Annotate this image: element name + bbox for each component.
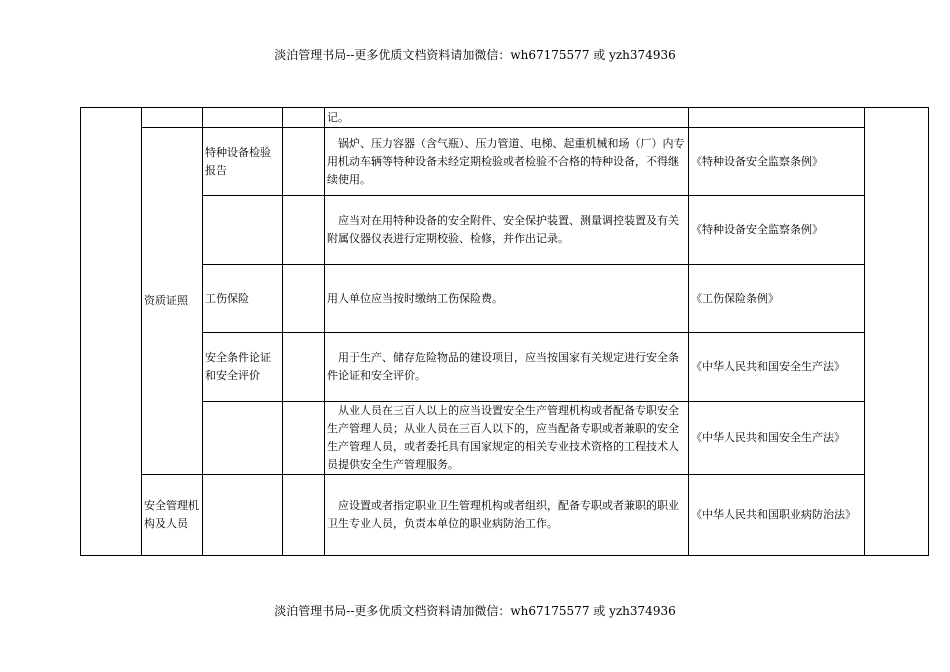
requirement-cell: 用人单位应当按时缴纳工伤保险费。 <box>325 265 689 333</box>
mark-cell <box>283 333 325 402</box>
basis-cell: 《工伤保险条例》 <box>689 265 865 333</box>
table-row <box>81 108 929 128</box>
requirement-cell: 记。 <box>325 108 689 128</box>
table-row <box>81 333 929 402</box>
page-footer: 淡泊管理书局--更多优质文档资料请加微信：wh67175577 或 yzh374936 <box>274 604 676 618</box>
requirement-cell: 应设置或者指定职业卫生管理机构或者组织，配备专职或者兼职的职业卫生专业人员，负责本单位的职业病防治工作。 <box>325 475 689 556</box>
table-row <box>81 402 929 475</box>
category-cell <box>142 108 203 128</box>
basis-cell: 《特种设备安全监察条例》 <box>689 128 865 196</box>
item-cell: 工伤保险 <box>203 265 283 333</box>
table-row <box>81 128 929 196</box>
requirement-cell: 应当对在用特种设备的安全附件、安全保护装置、测量调控装置及有关附属仪器仪表进行定期校验、检修，并作出记录。 <box>325 196 689 265</box>
requirement-cell: 从业人员在三百人以上的应当设置安全生产管理机构或者配备专职安全生产管理人员；从业人员在三百人以下的，应当配备专职或者兼职的安全生产管理人员，或者委托具有国家规定的相关专业技术资格的工程技术人员提供安全生产管理服务。 <box>325 402 689 475</box>
basis-cell: 《中华人民共和国安全生产法》 <box>689 402 865 475</box>
mark-cell <box>283 402 325 475</box>
mark-cell <box>283 265 325 333</box>
item-cell <box>203 475 283 556</box>
table-row <box>81 196 929 265</box>
requirement-cell: 用于生产、储存危险物品的建设项目，应当按国家有关规定进行安全条件论证和安全评价。 <box>325 333 689 402</box>
table-row <box>81 475 929 556</box>
table-row <box>81 265 929 333</box>
mark-cell <box>283 108 325 128</box>
basis-cell: 《中华人民共和国安全生产法》 <box>689 333 865 402</box>
basis-cell: 《中华人民共和国职业病防治法》 <box>689 475 865 556</box>
mark-cell <box>283 196 325 265</box>
basis-cell: 《特种设备安全监察条例》 <box>689 196 865 265</box>
mark-cell <box>283 128 325 196</box>
item-cell <box>203 402 283 475</box>
page-header: 淡泊管理书局--更多优质文档资料请加微信：wh67175577 或 yzh374936 <box>274 48 676 62</box>
outer-right-cell <box>865 108 929 556</box>
item-cell: 特种设备检验报告 <box>203 128 283 196</box>
regulation-table <box>80 107 929 556</box>
basis-cell <box>689 108 865 128</box>
category-cell: 资质证照 <box>142 128 203 475</box>
item-cell: 安全条件论证和安全评价 <box>203 333 283 402</box>
item-cell <box>203 108 283 128</box>
requirement-cell: 锅炉、压力容器（含气瓶）、压力管道、电梯、起重机械和场（厂）内专用机动车辆等特种设备未经定期检验或者检验不合格的特种设备，不得继续使用。 <box>325 128 689 196</box>
item-cell <box>203 196 283 265</box>
outer-left-cell <box>81 108 142 556</box>
mark-cell <box>283 475 325 556</box>
category-cell: 安全管理机构及人员 <box>142 475 203 556</box>
